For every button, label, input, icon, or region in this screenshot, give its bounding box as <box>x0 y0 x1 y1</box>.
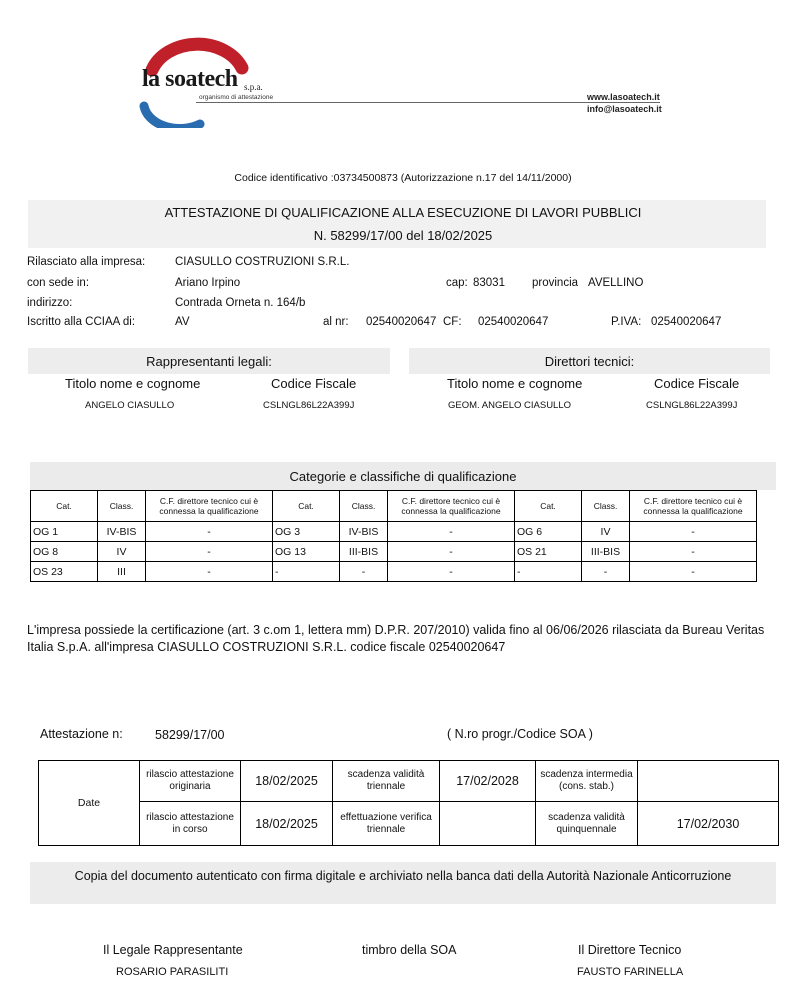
rilascio-orig-label: rilascio attestazione originaria <box>140 761 241 802</box>
cell-cf: - <box>146 542 273 562</box>
header-rule <box>196 102 660 103</box>
indirizzo-label: indirizzo: <box>27 297 73 309</box>
cell-cf: - <box>388 562 515 582</box>
signature-right-title: Il Direttore Tecnico <box>578 943 682 957</box>
tecnico-name: GEOM. ANGELO CIASULLO <box>448 400 572 411</box>
cell-cf: - <box>630 562 757 582</box>
col-cf: C.F. direttore tecnico cui è connessa la qualificazione <box>146 491 273 522</box>
rilascio-orig-value: 18/02/2025 <box>241 761 333 802</box>
cell-cf: - <box>388 542 515 562</box>
rilasciato-label: Rilasciato alla impresa: <box>27 256 146 268</box>
cell-class: III-BIS <box>340 542 388 562</box>
table-row <box>39 802 779 846</box>
attestazione-note: ( N.ro progr./Codice SOA ) <box>447 727 593 741</box>
attestazione-label: Attestazione n: <box>40 727 123 741</box>
cf-label: CF: <box>443 316 462 328</box>
categories-table <box>30 490 757 582</box>
rilascio-corso-value: 18/02/2025 <box>241 802 333 846</box>
scadenza-triennale-value: 17/02/2028 <box>440 761 536 802</box>
cell-class: - <box>340 562 388 582</box>
scadenza-intermedia-value <box>638 761 779 802</box>
cell-class: IV-BIS <box>340 522 388 542</box>
stamp-label: timbro della SOA <box>362 943 457 957</box>
cell-class: III <box>98 562 146 582</box>
verifica-label: effettuazione verifica triennale <box>333 802 440 846</box>
col-cf: C.F. direttore tecnico cui è connessa la qualificazione <box>630 491 757 522</box>
categories-title: Categorie e classifiche di qualificazione <box>289 469 517 484</box>
alnr-value: 02540020647 <box>366 316 437 328</box>
alnr-label: al nr: <box>323 316 349 328</box>
cell-cat: OG 3 <box>273 522 340 542</box>
indirizzo-value: Contrada Orneta n. 164/b <box>175 297 306 309</box>
sede-label: con sede in: <box>27 277 90 289</box>
col-cat: Cat. <box>31 491 98 522</box>
tecnici-col-name: Titolo nome e cognome <box>447 376 583 391</box>
rilascio-corso-label: rilascio attestazione in corso <box>140 802 241 846</box>
table-row <box>31 522 757 542</box>
legali-col-name: Titolo nome e cognome <box>65 376 201 391</box>
codice-identificativo: Codice identificativo :03734500873 (Autorizzazione n.17 del 14/11/2000) <box>234 172 572 184</box>
signature-left-name: ROSARIO PARASILITI <box>116 966 229 978</box>
tecnico-cf: CSLNGL86L22A399J <box>646 400 738 411</box>
scadenza-intermedia-label: scadenza intermedia (cons. stab.) <box>536 761 638 802</box>
col-class: Class. <box>340 491 388 522</box>
cciaa-label: Iscritto alla CCIAA di: <box>27 316 136 328</box>
col-cat: Cat. <box>273 491 340 522</box>
cell-cat: OG 13 <box>273 542 340 562</box>
cell-cf: - <box>630 522 757 542</box>
table-row <box>31 562 757 582</box>
website-link[interactable]: www.lasoatech.it <box>587 92 660 102</box>
table-row <box>39 761 779 802</box>
tecnici-title: Direttori tecnici: <box>544 354 635 369</box>
piva-label: P.IVA: <box>611 316 642 328</box>
legale-cf: CSLNGL86L22A399J <box>263 400 355 411</box>
col-class: Class. <box>582 491 630 522</box>
cell-cat: - <box>515 562 582 582</box>
dates-table <box>38 760 779 846</box>
col-cf: C.F. direttore tecnico cui è connessa la qualificazione <box>388 491 515 522</box>
signature-left-title: Il Legale Rappresentante <box>103 943 243 957</box>
logo-wordmark: la soatech <box>142 66 238 92</box>
cell-cf: - <box>146 562 273 582</box>
cell-class: III-BIS <box>582 542 630 562</box>
col-class: Class. <box>98 491 146 522</box>
cell-class: - <box>582 562 630 582</box>
provincia-label: provincia <box>532 277 579 289</box>
legali-title: Rappresentanti legali: <box>146 354 272 369</box>
cell-cat: OS 23 <box>31 562 98 582</box>
verifica-value <box>440 802 536 846</box>
cf-value: 02540020647 <box>478 316 549 328</box>
provincia-value: AVELLINO <box>588 277 644 289</box>
table-row <box>31 542 757 562</box>
attestazione-value: 58299/17/00 <box>155 728 225 742</box>
quinquennale-label: scadenza validità quinquennale <box>536 802 638 846</box>
date-label: Date <box>39 761 140 846</box>
cap-value: 83031 <box>473 277 505 289</box>
col-cat: Cat. <box>515 491 582 522</box>
certification-text: L'impresa possiede la certificazione (art. 3 c.om 1, lettera mm) D.P.R. 207/2010) valida fino al 06/06/2026 rilasciata da Bureau Veritas Italia S.p.A. all'impresa CIASULLO COSTRUZIONI S.R.L. codice fiscale 02540020647 <box>27 623 765 654</box>
piva-value: 02540020647 <box>651 316 722 328</box>
logo-subtitle: organismo di attestazione <box>199 94 274 101</box>
cap-label: cap: <box>446 277 468 289</box>
cell-cat: OG 1 <box>31 522 98 542</box>
cell-cat: OG 6 <box>515 522 582 542</box>
logo-spa: s.p.a. <box>244 82 263 92</box>
cell-class: IV <box>98 542 146 562</box>
scadenza-triennale-label: scadenza validità triennale <box>333 761 440 802</box>
cell-cat: OS 21 <box>515 542 582 562</box>
cell-cat: OG 8 <box>31 542 98 562</box>
email-link[interactable]: info@lasoatech.it <box>587 104 662 114</box>
tecnici-col-cf: Codice Fiscale <box>654 376 740 391</box>
document-title: ATTESTAZIONE DI QUALIFICAZIONE ALLA ESECUZIONE DI LAVORI PUBBLICI <box>164 205 642 220</box>
rilasciato-value: CIASULLO COSTRUZIONI S.R.L. <box>175 256 350 268</box>
categories-header-row <box>31 491 757 522</box>
cell-cf: - <box>146 522 273 542</box>
cell-cf: - <box>388 522 515 542</box>
legali-col-cf: Codice Fiscale <box>271 376 357 391</box>
quinquennale-value: 17/02/2030 <box>638 802 779 846</box>
cell-class: IV-BIS <box>98 522 146 542</box>
cell-cf: - <box>630 542 757 562</box>
sede-value: Ariano Irpino <box>175 277 241 289</box>
cell-cat: - <box>273 562 340 582</box>
copy-note: Copia del documento autenticato con firma digitale e archiviato nella banca dati della Autorità Nazionale Anticorruzione <box>74 869 732 883</box>
cciaa-value: AV <box>175 316 190 328</box>
cell-class: IV <box>582 522 630 542</box>
document-number: N. 58299/17/00 del 18/02/2025 <box>313 228 493 243</box>
legale-name: ANGELO CIASULLO <box>85 400 175 411</box>
signature-right-name: FAUSTO FARINELLA <box>577 966 684 978</box>
